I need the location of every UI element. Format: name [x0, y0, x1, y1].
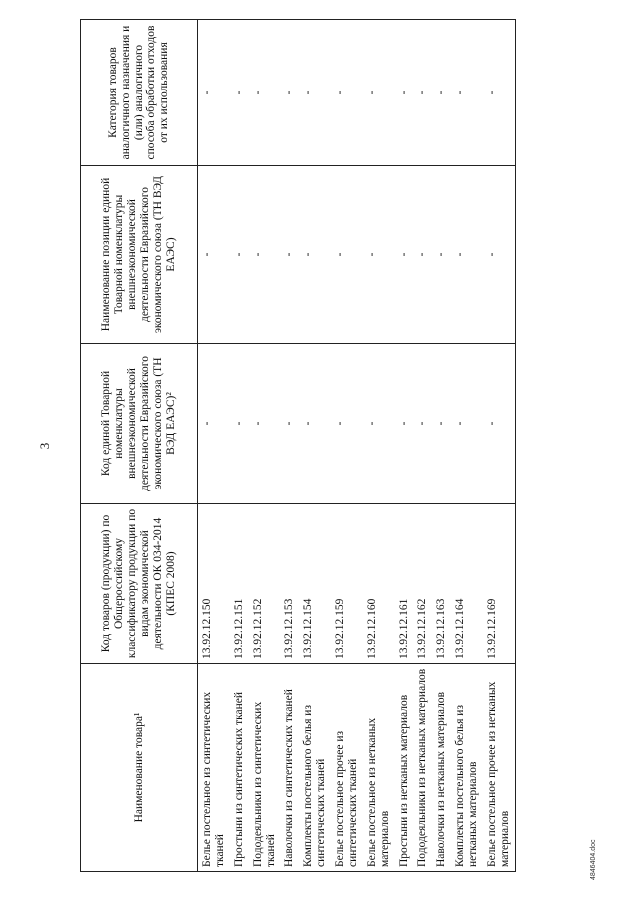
- row-okpd-code: 13.92.12.159: [331, 504, 363, 664]
- row-okpd-code: 13.92.12.160: [363, 504, 395, 664]
- row-tnved-code: -: [299, 344, 331, 504]
- row-category: -: [299, 20, 331, 166]
- table-row: [230, 20, 249, 872]
- row-tnved-name: -: [363, 166, 395, 344]
- row-okpd-code: 13.92.12.154: [299, 504, 331, 664]
- row-category: -: [395, 20, 414, 166]
- row-tnved-name: -: [198, 166, 230, 344]
- document-id: 4846404.doc: [590, 839, 597, 880]
- row-tnved-name: -: [395, 166, 414, 344]
- row-product-name: Наволочки из синтетических тканей: [280, 664, 299, 872]
- table-row: [413, 20, 432, 872]
- row-tnved-code: -: [395, 344, 414, 504]
- row-product-name: Белье постельное из синтетических тканей: [198, 664, 230, 872]
- row-tnved-code: -: [451, 344, 483, 504]
- row-tnved-name: -: [451, 166, 483, 344]
- header-tnved-code: Код единой Товарной номенклатуры внешнеэкономической деятельности Евразийского экономического союза (ТН ВЭД ЕАЭС)²: [81, 344, 198, 504]
- header-category: Категория товаров аналогичного назначения и (или) аналогичного способа обработки отходов от их использования: [81, 20, 198, 166]
- row-product-name: Комплекты постельного белья из нетканых материалов: [451, 664, 483, 872]
- row-tnved-code: -: [331, 344, 363, 504]
- product-table-rotated: [80, 20, 568, 872]
- table-header-row: [81, 20, 198, 872]
- row-category: -: [331, 20, 363, 166]
- row-category: -: [249, 20, 281, 166]
- row-product-name: Белье постельное прочее из нетканых материалов: [483, 664, 515, 872]
- row-product-name: Простыни из нетканых материалов: [395, 664, 414, 872]
- row-okpd-code: 13.92.12.152: [249, 504, 281, 664]
- row-okpd-code: 13.92.12.163: [432, 504, 451, 664]
- row-tnved-code: -: [230, 344, 249, 504]
- product-table: [80, 19, 516, 872]
- table-row: [198, 20, 230, 872]
- row-tnved-code: -: [413, 344, 432, 504]
- row-category: -: [432, 20, 451, 166]
- row-tnved-code: -: [198, 344, 230, 504]
- table-body: [198, 20, 516, 872]
- header-okpd-code: Код товаров (продукции) по Общероссийскому классификатору продукции по видам экономической деятельности ОК 034-2014 (КПЕС 2008): [81, 504, 198, 664]
- row-product-name: Комплекты постельного белья из синтетических тканей: [299, 664, 331, 872]
- row-okpd-code: 13.92.12.150: [198, 504, 230, 664]
- row-tnved-name: -: [432, 166, 451, 344]
- table-row: [331, 20, 363, 872]
- table-row: [249, 20, 281, 872]
- table-row: [280, 20, 299, 872]
- row-tnved-name: -: [413, 166, 432, 344]
- page-number: 3: [37, 442, 52, 450]
- row-category: -: [483, 20, 515, 166]
- table-row: [363, 20, 395, 872]
- row-category: -: [451, 20, 483, 166]
- table-row: [432, 20, 451, 872]
- table-row: [451, 20, 483, 872]
- row-product-name: Простыни из синтетических тканей: [230, 664, 249, 872]
- row-okpd-code: 13.92.12.164: [451, 504, 483, 664]
- row-tnved-code: -: [483, 344, 515, 504]
- row-okpd-code: 13.92.12.151: [230, 504, 249, 664]
- row-okpd-code: 13.92.12.162: [413, 504, 432, 664]
- row-tnved-code: -: [363, 344, 395, 504]
- row-tnved-name: -: [483, 166, 515, 344]
- row-product-name: Белье постельное прочее из синтетических тканей: [331, 664, 363, 872]
- row-tnved-name: -: [249, 166, 281, 344]
- row-category: -: [230, 20, 249, 166]
- row-okpd-code: 13.92.12.169: [483, 504, 515, 664]
- row-tnved-name: -: [230, 166, 249, 344]
- header-product-name: Наименование товара¹: [81, 664, 198, 872]
- header-tnved-name: Наименование позиции единой Товарной номенклатуры внешнеэкономической деятельности Евразийского экономического союза (ТН ВЭД ЕАЭС): [81, 166, 198, 344]
- row-category: -: [413, 20, 432, 166]
- row-product-name: Белье постельное из нетканых материалов: [363, 664, 395, 872]
- row-tnved-name: -: [331, 166, 363, 344]
- row-tnved-code: -: [432, 344, 451, 504]
- row-category: -: [280, 20, 299, 166]
- row-tnved-code: -: [249, 344, 281, 504]
- row-okpd-code: 13.92.12.153: [280, 504, 299, 664]
- row-tnved-code: -: [280, 344, 299, 504]
- table-row: [299, 20, 331, 872]
- row-category: -: [198, 20, 230, 166]
- table-row: [395, 20, 414, 872]
- row-okpd-code: 13.92.12.161: [395, 504, 414, 664]
- row-tnved-name: -: [299, 166, 331, 344]
- row-product-name: Пододеяльники из нетканых материалов: [413, 664, 432, 872]
- row-product-name: Наволочки из нетканых материалов: [432, 664, 451, 872]
- row-category: -: [363, 20, 395, 166]
- row-tnved-name: -: [280, 166, 299, 344]
- table-row: [483, 20, 515, 872]
- row-product-name: Пододеяльники из синтетических тканей: [249, 664, 281, 872]
